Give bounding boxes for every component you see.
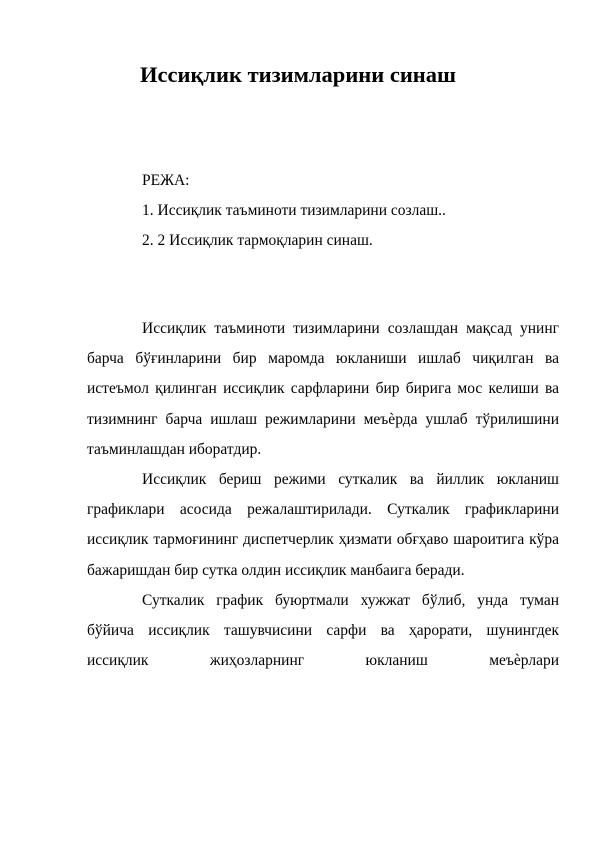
plan-item: 2. 2 Иссиқлик тармоқларин синаш.	[142, 232, 373, 249]
plan-item: 1. Иссиқлик таъминоти тизимларини созлаш..	[142, 202, 446, 219]
paragraph: Суткалик график буюртмали хужжат бўлиб, унда туман бўйича иссиқлик ташувчисини сарфи ва ҳарорати, шунингдек иссиқлик жиҳозларнинг юкланиш меъѐрлари	[87, 591, 559, 670]
paragraph: Иссиқлик бериш режими суткалик ва йиллик юкланиш графиклари асосида режалаштирилади. Суткалик графикларини иссиқлик тармоғининг диспетчерлик ҳизмати обғҳаво шароитига кўра бажаришдан бир сутка олдин иссиқлик манбаига беради.	[87, 471, 559, 579]
document-title: Иссиқлик тизимларини синаш	[140, 62, 456, 87]
plan-section	[142, 168, 446, 254]
paragraph: Иссиқлик таъминоти тизимларини созлашдан мақсад унинг барча бўғинларини бир маромда юкланиши ишлаб чиқилган ва истеъмол қилинган иссиқлик сарфларини бир бирига мос келиши ва тизимнинг барча ишлаш режимларини меъѐрда ушлаб тўрилишини таъминлашдан иборатдир.	[87, 320, 559, 458]
plan-heading: РЕЖА:	[142, 172, 190, 189]
document-body	[87, 314, 559, 676]
